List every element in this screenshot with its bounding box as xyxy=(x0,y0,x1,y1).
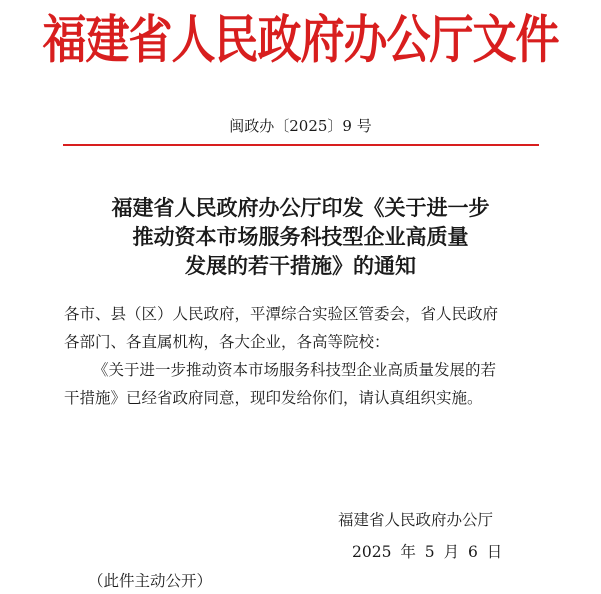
document-header-title: 福建省人民政府办公厅文件 xyxy=(42,10,559,71)
signing-organization: 福建省人民政府办公厅 xyxy=(338,511,494,529)
recipients-line-2: 各部门、各直属机构，各大企业，各高等院校： xyxy=(64,333,390,351)
recipients-line-1: 各市、县（区）人民政府，平潭综合实验区管委会，省人民政府 xyxy=(64,305,499,323)
notice-title xyxy=(60,193,541,280)
disclosure-note: （此件主动公开） xyxy=(88,572,213,590)
body-paragraph-line-1: 《关于进一步推动资本市场服务科技型企业高质量发展的若 xyxy=(93,361,497,379)
body-paragraph-line-2: 干措施》已经省政府同意，现印发给你们，请认真组织实施。 xyxy=(64,389,483,407)
notice-title-line-3: 发展的若干措施》的通知 xyxy=(185,253,416,278)
red-divider-line xyxy=(63,144,539,146)
signing-date: 2025 年 5 月 6 日 xyxy=(352,543,503,561)
document-number: 闽政办〔2025〕9 号 xyxy=(229,117,372,135)
notice-title-line-1: 福建省人民政府办公厅印发《关于进一步 xyxy=(111,195,490,220)
notice-title-line-2: 推动资本市场服务科技型企业高质量 xyxy=(132,224,469,249)
